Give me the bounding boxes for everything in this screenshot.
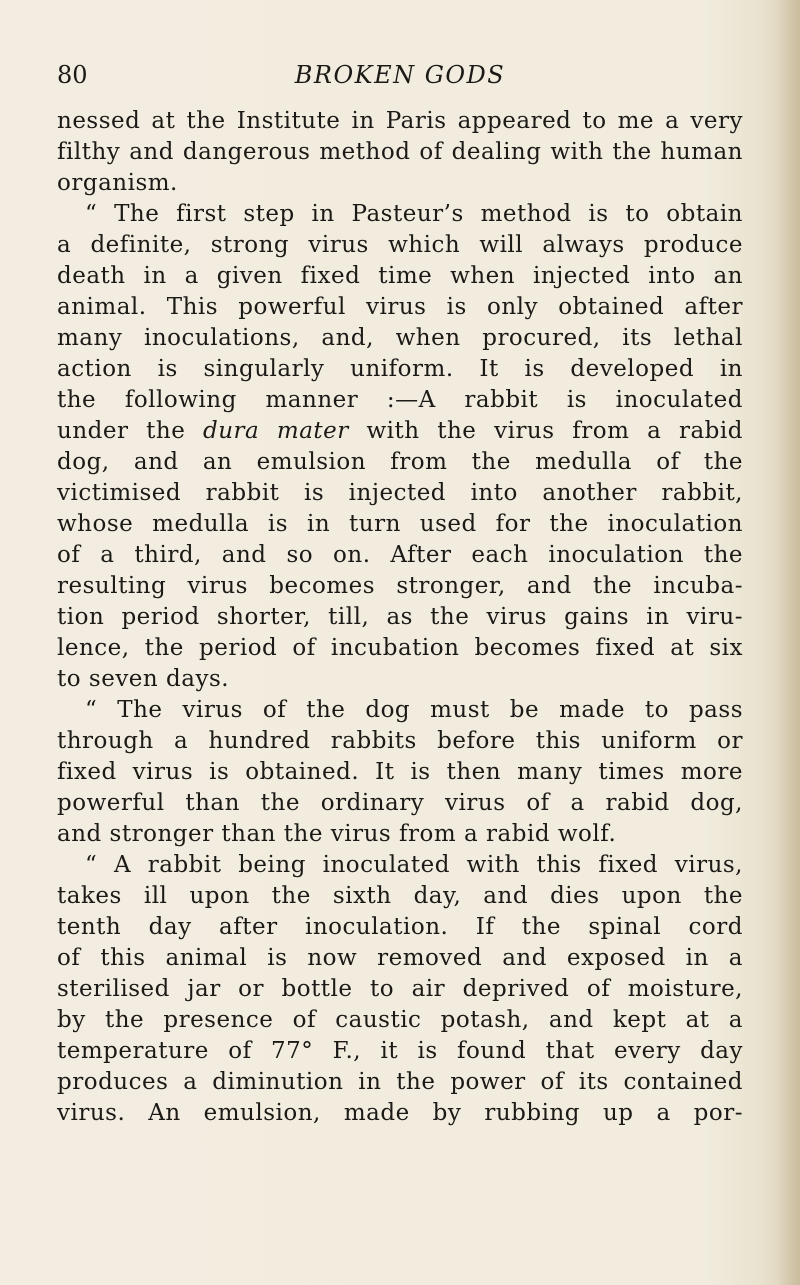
- text-line: whose medulla is in turn used for the inoculation: [57, 511, 743, 537]
- text-line: victimised rabbit is injected into another rabbit,: [57, 480, 743, 506]
- text-line: of this animal is now removed and exposed in a: [57, 945, 743, 971]
- text-line: and stronger than the virus from a rabid wolf.: [57, 821, 617, 847]
- text-line: organism.: [57, 170, 178, 196]
- text-line: “ A rabbit being inoculated with this fixed virus,: [85, 852, 743, 878]
- text-line: takes ill upon the sixth day, and dies upon the: [57, 883, 743, 909]
- text-line: “ The virus of the dog must be made to pass: [85, 697, 743, 723]
- page-edge-shadow: [778, 0, 800, 1285]
- running-head: BROKEN GODS: [294, 61, 506, 89]
- text-line: filthy and dangerous method of dealing with the human: [57, 139, 743, 165]
- text-line: sterilised jar or bottle to air deprived of moisture,: [57, 976, 743, 1002]
- text-line: fixed virus is obtained. It is then many times more: [57, 759, 743, 785]
- text-line: death in a given fixed time when injected into an: [57, 263, 743, 289]
- text-line: produces a diminution in the power of its contained: [57, 1069, 743, 1095]
- body-text: [57, 106, 743, 1129]
- text-line: many inoculations, and, when procured, its lethal: [57, 325, 743, 351]
- text-line: virus. An emulsion, made by rubbing up a por-: [57, 1100, 743, 1126]
- page-number: 80: [57, 61, 88, 89]
- text-line-content: under the dura mater with the virus from a rabid: [57, 418, 743, 444]
- text-line: tenth day after inoculation. If the spinal cord: [57, 914, 743, 940]
- text-line: by the presence of caustic potash, and kept at a: [57, 1007, 743, 1033]
- text-line: resulting virus becomes stronger, and the incuba-: [57, 573, 743, 599]
- text-line: nessed at the Institute in Paris appeared to me a very: [57, 108, 743, 134]
- text-line: to seven days.: [57, 666, 230, 692]
- text-line: [57, 416, 743, 447]
- text-line: a definite, strong virus which will always produce: [57, 232, 743, 258]
- text-line: temperature of 77° F., it is found that every day: [57, 1038, 743, 1064]
- text-line: lence, the period of incubation becomes fixed at six: [57, 635, 743, 661]
- text-line: tion period shorter, till, as the virus gains in viru-: [57, 604, 743, 630]
- text-line: “ The first step in Pasteur’s method is to obtain: [85, 201, 743, 227]
- italic-term: dura mater: [202, 418, 349, 444]
- text-line: animal. This powerful virus is only obtained after: [57, 294, 743, 320]
- text-line: dog, and an emulsion from the medulla of the: [57, 449, 743, 475]
- text-line: of a third, and so on. After each inoculation the: [57, 542, 743, 568]
- text-line: the following manner :—A rabbit is inoculated: [57, 387, 743, 413]
- text-line: action is singularly uniform. It is developed in: [57, 356, 743, 382]
- text-line: through a hundred rabbits before this uniform or: [57, 728, 743, 754]
- text-line: powerful than the ordinary virus of a rabid dog,: [57, 790, 743, 816]
